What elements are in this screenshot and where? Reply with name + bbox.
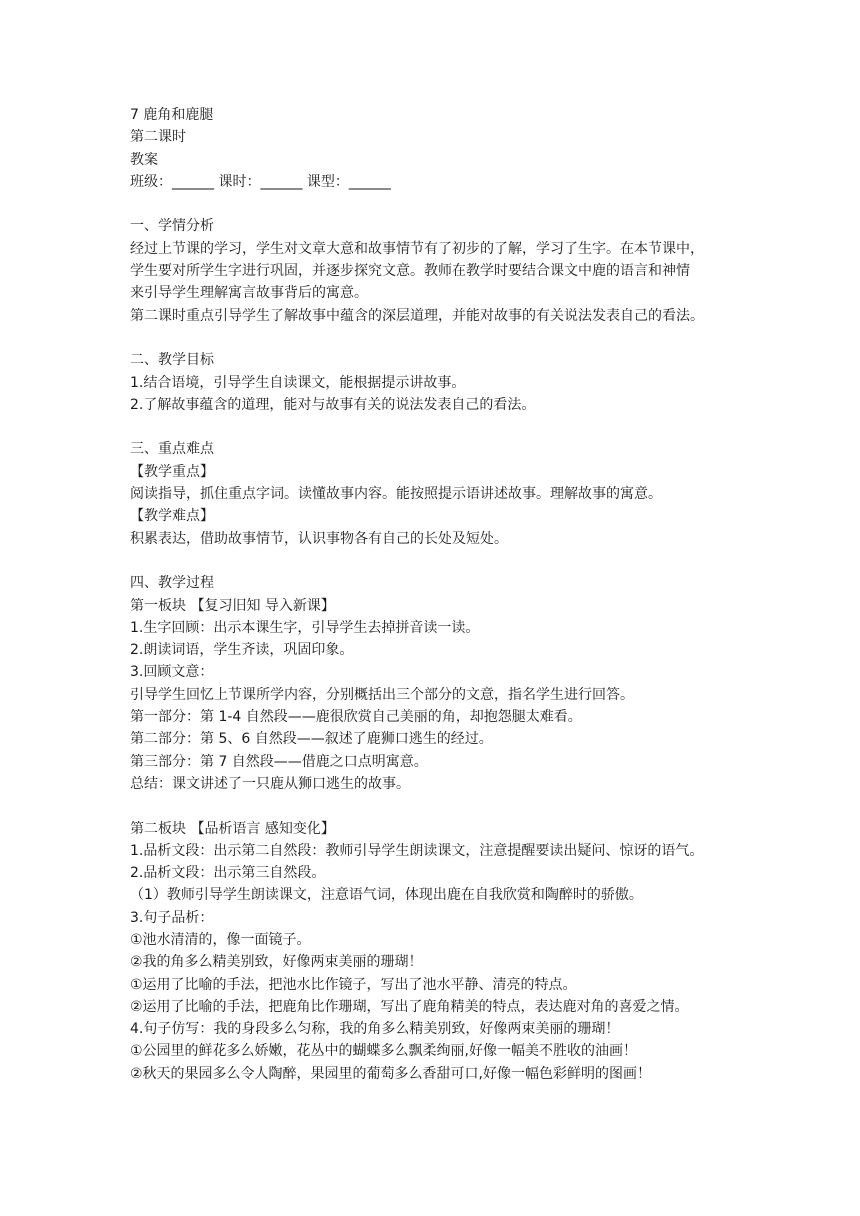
document-page	[130, 104, 770, 1085]
paragraph-line: 引导学生回忆上节课所学内容，分别概括出三个部分的文意，指名学生进行回答。	[130, 686, 634, 703]
lesson-title: 7 鹿角和鹿腿	[130, 107, 214, 123]
lesson-period: 第二课时	[130, 129, 186, 146]
paragraph-line: 第三部分：第 7 自然段——借鹿之口点明寓意。	[130, 753, 428, 770]
paragraph-line: ①公园里的鲜花多么娇嫩，花丛中的蝴蝶多么飘柔绚丽,好像一幅美不胜收的油画！	[130, 1043, 637, 1060]
paragraph-line: ①池水清清的，像一面镜子。	[130, 931, 311, 948]
paragraph-line: 2.朗读词语，学生齐读，巩固印象。	[130, 642, 354, 659]
block-heading-1: 第一板块 【复习旧知 导入新课】	[130, 597, 335, 614]
paragraph-line: 4.句子仿写：我的身段多么匀称，我的角多么精美别致，好像两束美丽的珊瑚！	[130, 1021, 620, 1038]
spacer	[130, 327, 770, 349]
paragraph-line: 1.生字回顾：出示本课生字，引导学生去掉拼音读一读。	[130, 619, 480, 636]
block-heading-2: 第二板块 【品析语言 感知变化】	[130, 820, 335, 837]
paragraph-line: ②秋天的果园多么令人陶醉，果园里的葡萄多么香甜可口,好像一幅色彩鲜明的图画！	[130, 1065, 651, 1082]
paragraph-line: 经过上节课的学习，学生对文章大意和故事情节有了初步的了解，学习了生字。在本节课中，	[130, 240, 704, 257]
paragraph-line: 总结：课文讲述了一只鹿从狮口逃生的故事。	[130, 775, 410, 792]
section-heading-teaching-process: 四、教学过程	[130, 575, 214, 592]
paragraph-line: 阅读指导，抓住重点字词。读懂故事内容。能按照提示语讲述故事。理解故事的寓意。	[130, 486, 662, 503]
goal-item: 2.了解故事蕴含的道理，能对与故事有关的说法发表自己的看法。	[130, 396, 536, 413]
spacer	[130, 795, 770, 817]
paragraph-line: ①运用了比喻的手法，把池水比作镜子，写出了池水平静、清亮的特点。	[130, 976, 577, 993]
goal-item: 1.结合语境，引导学生自读课文，能根据提示讲故事。	[130, 374, 466, 391]
subheading-difficulty: 【教学难点】	[130, 508, 214, 525]
paragraph-line: 3.句子品析：	[130, 909, 214, 926]
spacer	[130, 550, 770, 572]
spacer	[130, 193, 770, 215]
paragraph-line: 第一部分：第 1-4 自然段——鹿很欣赏自己美丽的角，却抱怨腿太难看。	[130, 709, 582, 726]
document-type: 教案	[130, 151, 158, 168]
class-info-line: 班级：______ 课时：______ 课型：______	[130, 173, 391, 190]
paragraph-line: 3.回顾文意：	[130, 664, 214, 681]
paragraph-line: （1）教师引导学生朗读课文，注意语气词，体现出鹿在自我欣赏和陶醉时的骄傲。	[130, 887, 643, 904]
paragraph-line: ②我的角多么精美别致，好像两束美丽的珊瑚！	[130, 954, 423, 971]
paragraph-line: 第二课时重点引导学生了解故事中蕴含的深层道理，并能对故事的有关说法发表自己的看法。	[130, 307, 704, 324]
paragraph-line: 来引导学生理解寓言故事背后的寓意。	[130, 285, 368, 302]
paragraph-line: 积累表达，借助故事情节，认识事物各有自己的长处及短处。	[130, 530, 508, 547]
paragraph-line: 2.品析文段：出示第三自然段。	[130, 865, 326, 882]
section-heading-key-points: 三、重点难点	[130, 441, 214, 458]
paragraph-line: 第二部分：第 5、6 自然段——叙述了鹿狮口逃生的经过。	[130, 731, 493, 748]
subheading-key-point: 【教学重点】	[130, 463, 214, 480]
paragraph-line: 学生要对所学生字进行巩固，并逐步探究文意。教师在教学时要结合课文中鹿的语言和神情	[130, 263, 690, 280]
section-heading-teaching-goals: 二、教学目标	[130, 352, 214, 369]
section-heading-student-analysis: 一、学情分析	[130, 218, 214, 235]
paragraph-line: ②运用了比喻的手法，把鹿角比作珊瑚，写出了鹿角精美的特点，表达鹿对角的喜爱之情。	[130, 998, 689, 1015]
paragraph-line: 1.品析文段：出示第二自然段：教师引导学生朗读课文，注意提醒要读出疑问、惊讶的语气。	[130, 842, 704, 859]
spacer	[130, 416, 770, 438]
